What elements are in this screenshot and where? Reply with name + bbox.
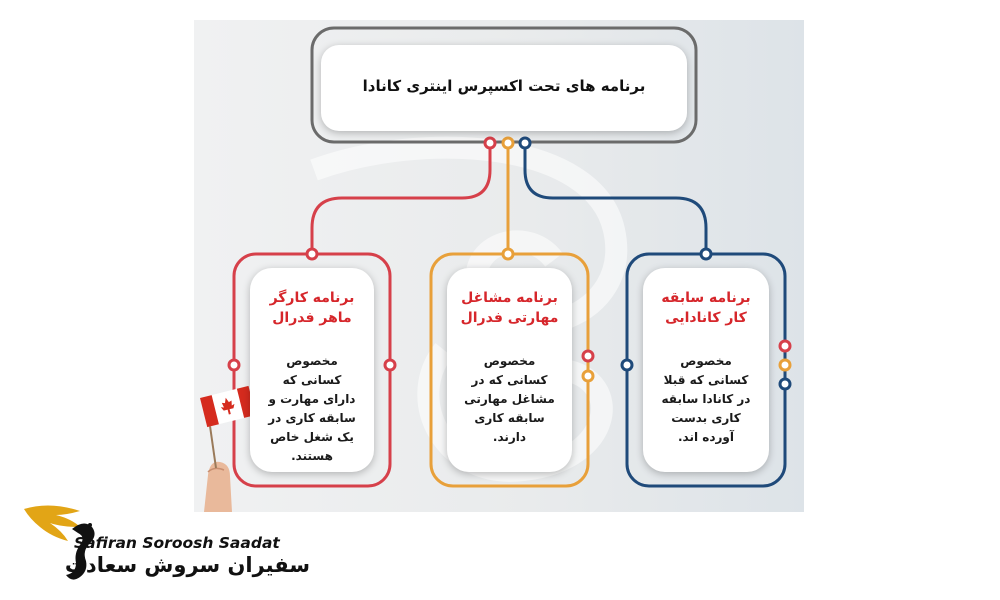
node-blue [520,138,530,148]
header-box [321,45,687,131]
diagram-canvas [194,20,804,512]
node-blue-left [622,360,632,370]
program-title: برنامه سابقه کار کانادایی [661,290,751,326]
node-orange-top [503,249,513,259]
program-card-federal-skilled-worker [250,268,374,472]
program-description: مخصوص کسانی که قبلا در کانادا سابقه کاری بدست آورده اند. [661,354,751,444]
node-orange-right-2 [583,371,593,381]
node-orange-right-1 [583,351,593,361]
page-title: برنامه های تحت اکسپرس اینتری کانادا [362,77,646,95]
node-blue-right-3 [780,379,790,389]
node-red-right [385,360,395,370]
program-description: مخصوص کسانی که دارای مهارت و سابقه کاری در یک شغل خاص هستند. [268,354,356,463]
brand-name-fa: سفیران سروش سعادت [64,553,310,577]
program-title: برنامه مشاغل مهارتی فدرال [460,290,559,326]
node-blue-right-1 [780,341,790,351]
node-blue-top [701,249,711,259]
canada-flag-icon [200,386,256,427]
program-card-federal-skilled-trades [447,268,572,472]
program-card-canadian-experience [643,268,769,472]
node-orange [503,138,513,148]
node-red-top [307,249,317,259]
program-description: مخصوص کسانی که در مشاغل مهارتی سابقه کاری دارند. [464,354,555,444]
node-red-left [229,360,239,370]
header-nodes [485,138,530,148]
node-red [485,138,495,148]
program-title: برنامه کارگر ماهر فدرال [269,290,355,326]
brand-name-en: Safiran Soroosh Saadat [74,534,280,552]
node-blue-right-2 [780,360,790,370]
